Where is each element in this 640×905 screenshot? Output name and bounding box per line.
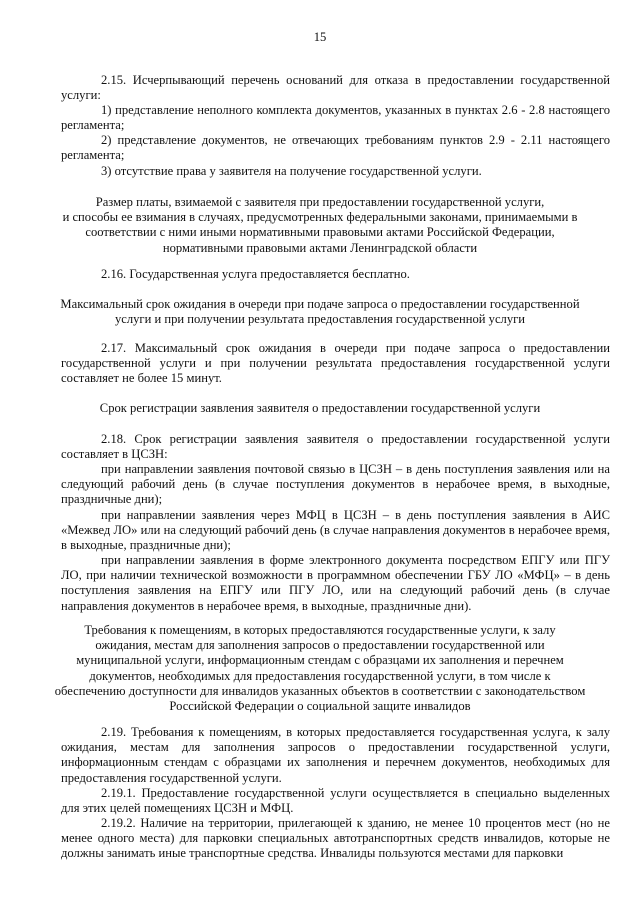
heading-line: Требования к помещениям, в которых предоставляются государственные услуги, к залу (84, 623, 556, 637)
paragraph-2-16: 2.16. Государственная услуга предоставляется бесплатно. (101, 267, 410, 281)
heading-line: документов, необходимых для предоставления государственной услуги, в том числе к (89, 668, 551, 683)
heading-line: обеспечению доступности для инвалидов указанных объектов в соответствии с законодательством (54, 683, 586, 698)
heading-line: и способы ее взимания в случаях, предусмотренных федеральными законами, принимаемыми в (62, 210, 578, 225)
heading-line: нормативными правовыми актами Ленинградской области (162, 240, 478, 255)
heading-line: Максимальный срок ожидания в очереди при подаче запроса о предоставлении государственной (60, 297, 580, 311)
paragraph-2-19-2: 2.19.2. Наличие на территории, прилегающей к зданию, не менее 10 процентов мест (но не менее одного места) для парковки специальных автотранспортных средств инвалидов, которые не должны занимать иные транспортные средства. Инвалиды пользуются местами для парковки (61, 816, 610, 861)
paragraph-2-18: 2.18. Срок регистрации заявления заявителя о предоставлении государственной услуги составляет в ЦСЗН: (61, 432, 610, 462)
paragraph-2-15-item-3: 3) отсутствие права у заявителя на получение государственной услуги. (101, 164, 482, 178)
paragraph-2-15: 2.15. Исчерпывающий перечень оснований для отказа в предоставлении государственной услуги: (61, 73, 610, 103)
paragraph-2-18-epgu: при направлении заявления в форме электронного документа посредством ЕПГУ или ПГУ ЛО, при наличии технической возможности в программном обеспечении ГБУ ЛО «МФЦ» – в день поступления заявления на ЕПГУ или ПГУ ЛО, или на следующий рабочий день (в случае направления документов в нерабочее время, в выходные, праздничные дни). (61, 553, 610, 613)
heading-line: соответствии с ними иными нормативными правовыми актами Российской Федерации, (85, 225, 555, 240)
section-heading-registration: Срок регистрации заявления заявителя о предоставлении государственной услуги (99, 401, 541, 415)
paragraph-2-19: 2.19. Требования к помещениям, в которых предоставляется государственная услуга, к залу ожидания, местам для заполнения запросов о предоставлении государственной услуги, информационным стендам с образцами их заполнения и перечнем документов, необходимых для предоставления государственной услуги. (61, 725, 610, 785)
section-heading-wait (30, 297, 610, 327)
page-number: 15 (313, 30, 327, 44)
heading-line: Размер платы, взимаемой с заявителя при предоставлении государственной услуги, (95, 195, 545, 209)
paragraph-2-18-mfc: при направлении заявления через МФЦ в ЦСЗН – в день поступления заявления в АИС «Межвед ЛО» или на следующий рабочий день (в случае направления документов в нерабочее время, в выходные, праздничные дни); (61, 508, 610, 553)
heading-line: услуги и при получении результата предоставления государственной услуги (114, 312, 526, 327)
paragraph-2-17: 2.17. Максимальный срок ожидания в очереди при подаче запроса о предоставлении государственной услуги и при получении результата предоставления государственной услуги составляет не более 15 минут. (61, 341, 610, 386)
heading-line: муниципальной услуги, информационным стендам с образцами их заполнения и перечнем (76, 653, 564, 668)
paragraph-2-19-1: 2.19.1. Предоставление государственной услуги осуществляется в специально выделенных для этих целей помещениях ЦСЗН и МФЦ. (61, 786, 610, 816)
paragraph-2-18-post: при направлении заявления почтовой связью в ЦСЗН – в день поступления заявления или на следующий рабочий день (в случае поступления документов в нерабочее время, в выходные, праздничные дни); (61, 462, 610, 507)
heading-line: ожидания, местам для заполнения запросов о предоставлении государственной или (95, 638, 545, 653)
paragraph-2-15-item-1: 1) представление неполного комплекта документов, указанных в пунктах 2.6 - 2.8 настоящего регламента; (61, 103, 610, 133)
paragraph-2-15-item-2: 2) представление документов, не отвечающих требованиям пунктов 2.9 - 2.11 настоящего регламента; (61, 133, 610, 163)
section-heading-rooms (30, 623, 610, 714)
heading-line: Российской Федерации о социальной защите инвалидов (169, 699, 471, 714)
section-heading-fee (30, 195, 610, 256)
